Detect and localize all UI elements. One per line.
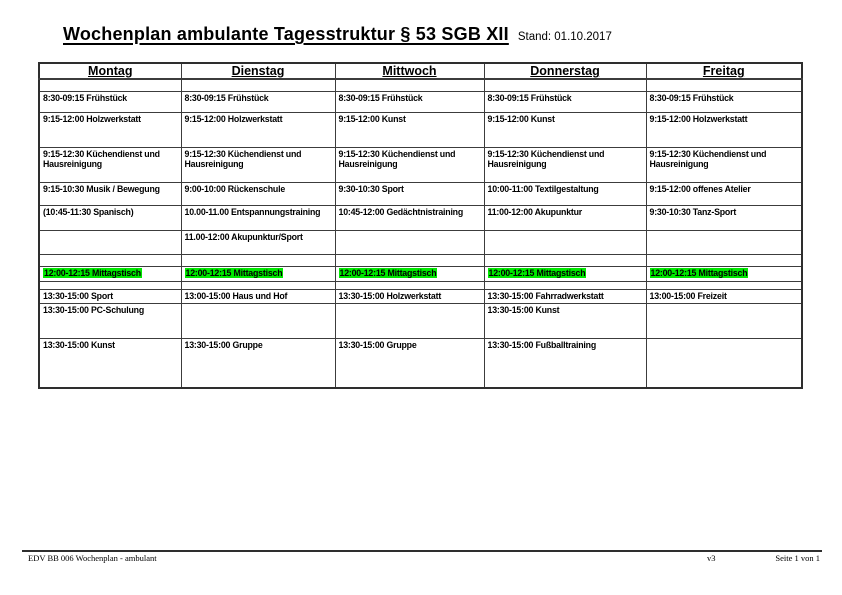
schedule-cell — [39, 205, 181, 230]
schedule-entry: 13:30-15:00 Fußballtraining — [487, 339, 597, 350]
schedule-cell — [181, 91, 335, 112]
schedule-cell — [484, 281, 646, 289]
schedule-entry: 9:15-12:30 Küchendienst und Hausreinigung — [649, 148, 767, 170]
schedule-entry: 8:30-09:15 Frühstück — [43, 92, 128, 103]
schedule-cell — [181, 303, 335, 338]
schedule-entry: 9:15-12:30 Küchendienst und Hausreinigung — [487, 148, 605, 170]
schedule-entry: 9:15-12:30 Küchendienst und Hausreinigung — [43, 148, 160, 170]
schedule-cell — [335, 303, 484, 338]
schedule-cell — [39, 289, 181, 303]
schedule-cell — [646, 338, 802, 388]
schedule-entry: 9:30-10:30 Tanz-Sport — [649, 206, 737, 217]
schedule-entry: 9:15-12:30 Küchendienst und Hausreinigung — [184, 148, 302, 170]
schedule-entry: 10:45-12:00 Gedächtnistraining — [338, 206, 464, 217]
schedule-entry: 8:30-09:15 Frühstück — [487, 92, 572, 103]
schedule-row — [39, 112, 802, 147]
schedule-cell — [39, 303, 181, 338]
schedule-entry: 9:00-10:00 Rückenschule — [184, 183, 286, 194]
schedule-entry: 13:30-15:00 Gruppe — [338, 339, 417, 350]
footer-divider — [22, 550, 822, 552]
schedule-cell — [646, 266, 802, 281]
schedule-entry: 9:15-12:00 offenes Atelier — [649, 183, 751, 194]
schedule-row — [39, 147, 802, 182]
schedule-cell — [335, 182, 484, 205]
schedule-cell — [335, 147, 484, 182]
footer-document-id: EDV BB 006 Wochenplan - ambulant — [28, 553, 157, 563]
document-header — [63, 24, 612, 45]
schedule-entry: 10:00-11:00 Textilgestaltung — [487, 183, 599, 194]
schedule-row — [39, 338, 802, 388]
highlighted-schedule-entry: 12:00-12:15 Mittagstisch — [650, 267, 748, 278]
schedule-cell — [335, 281, 484, 289]
schedule-entry: 9:15-12:00 Holzwerkstatt — [649, 113, 748, 124]
schedule-entry: 13:30-15:00 PC-Schulung — [43, 304, 144, 315]
schedule-cell — [335, 289, 484, 303]
schedule-cell — [646, 182, 802, 205]
schedule-cell — [484, 112, 646, 147]
highlighted-schedule-entry: 12:00-12:15 Mittagstisch — [339, 267, 437, 278]
schedule-row — [39, 266, 802, 281]
schedule-entry: 9:15-12:00 Kunst — [338, 113, 406, 124]
schedule-cell — [39, 338, 181, 388]
day-header-dienstag: Dienstag — [181, 63, 335, 79]
schedule-entry: 9:15-12:00 Holzwerkstatt — [43, 113, 141, 124]
schedule-cell — [335, 266, 484, 281]
schedule-cell — [181, 230, 335, 254]
schedule-cell — [646, 205, 802, 230]
schedule-entry: 8:30-09:15 Frühstück — [338, 92, 423, 103]
day-header-montag: Montag — [39, 63, 181, 79]
schedule-row — [39, 182, 802, 205]
schedule-cell — [646, 289, 802, 303]
schedule-row — [39, 289, 802, 303]
schedule-cell — [484, 289, 646, 303]
schedule-cell — [181, 79, 335, 91]
schedule-entry: 9:15-10:30 Musik / Bewegung — [43, 183, 160, 194]
schedule-entry: 10.00-11.00 Entspannungstraining — [184, 206, 321, 217]
schedule-cell — [39, 230, 181, 254]
schedule-entry: 13:30-15:00 Holzwerkstatt — [338, 290, 442, 301]
schedule-entry: 13:00-15:00 Haus und Hof — [184, 290, 288, 301]
schedule-cell — [646, 79, 802, 91]
schedule-cell — [181, 266, 335, 281]
schedule-cell — [484, 338, 646, 388]
schedule-entry: 8:30-09:15 Frühstück — [649, 92, 734, 103]
schedule-cell — [39, 266, 181, 281]
schedule-cell — [39, 112, 181, 147]
schedule-entry: 9:30-10:30 Sport — [338, 183, 404, 194]
schedule-entry: (10:45-11:30 Spanisch) — [43, 206, 134, 217]
schedule-entry: 13:30-15:00 Gruppe — [184, 339, 263, 350]
schedule-row — [39, 281, 802, 289]
schedule-cell — [335, 338, 484, 388]
schedule-cell — [484, 303, 646, 338]
schedule-cell — [484, 254, 646, 266]
schedule-cell — [646, 281, 802, 289]
schedule-cell — [181, 338, 335, 388]
day-header-freitag: Freitag — [646, 63, 802, 79]
schedule-cell — [335, 230, 484, 254]
weekly-schedule-table — [38, 62, 803, 389]
schedule-cell — [646, 303, 802, 338]
schedule-cell — [484, 230, 646, 254]
schedule-cell — [181, 182, 335, 205]
schedule-entry: 13:00-15:00 Freizeit — [649, 290, 727, 301]
document-date: Stand: 01.10.2017 — [517, 31, 612, 43]
schedule-cell — [484, 182, 646, 205]
schedule-cell — [39, 182, 181, 205]
schedule-cell — [646, 91, 802, 112]
schedule-cell — [646, 230, 802, 254]
schedule-cell — [335, 91, 484, 112]
schedule-cell — [484, 266, 646, 281]
schedule-cell — [484, 79, 646, 91]
schedule-entry: 13:30-15:00 Sport — [43, 290, 113, 301]
highlighted-schedule-entry: 12:00-12:15 Mittagstisch — [488, 267, 586, 278]
day-header-mittwoch: Mittwoch — [335, 63, 484, 79]
schedule-row — [39, 79, 802, 91]
schedule-cell — [484, 205, 646, 230]
schedule-cell — [335, 79, 484, 91]
schedule-entry: 9:15-12:30 Küchendienst und Hausreinigung — [338, 148, 456, 170]
schedule-entry: 9:15-12:00 Kunst — [487, 113, 555, 124]
schedule-cell — [39, 91, 181, 112]
schedule-row — [39, 205, 802, 230]
schedule-cell — [484, 147, 646, 182]
schedule-cell — [646, 112, 802, 147]
schedule-row — [39, 254, 802, 266]
schedule-row — [39, 303, 802, 338]
schedule-cell — [646, 147, 802, 182]
schedule-cell — [181, 289, 335, 303]
schedule-entry: 11:00-12:00 Akupunktur — [487, 206, 583, 217]
day-header-row — [39, 63, 802, 79]
highlighted-schedule-entry: 12:00-12:15 Mittagstisch — [44, 267, 141, 278]
schedule-entry: 8:30-09:15 Frühstück — [184, 92, 269, 103]
footer-page-number: Seite 1 von 1 — [775, 553, 820, 563]
schedule-cell — [181, 281, 335, 289]
day-header-donnerstag: Donnerstag — [484, 63, 646, 79]
page-title: Wochenplan ambulante Tagesstruktur § 53 SGB XII — [63, 24, 509, 44]
schedule-entry: 11.00-12:00 Akupunktur/Sport — [184, 231, 303, 242]
schedule-row — [39, 91, 802, 112]
schedule-entry: 13:30-15:00 Kunst — [487, 304, 560, 315]
schedule-cell — [181, 205, 335, 230]
schedule-entry: 13:30-15:00 Kunst — [43, 339, 115, 350]
schedule-cell — [335, 112, 484, 147]
highlighted-schedule-entry: 12:00-12:15 Mittagstisch — [185, 267, 283, 278]
schedule-cell — [39, 79, 181, 91]
schedule-cell — [181, 147, 335, 182]
schedule-cell — [39, 254, 181, 266]
schedule-cell — [484, 91, 646, 112]
schedule-cell — [39, 147, 181, 182]
footer-version: v3 — [707, 553, 716, 563]
schedule-cell — [646, 254, 802, 266]
schedule-cell — [335, 254, 484, 266]
schedule-cell — [335, 205, 484, 230]
schedule-row — [39, 230, 802, 254]
schedule-cell — [181, 112, 335, 147]
schedule-cell — [39, 281, 181, 289]
schedule-cell — [181, 254, 335, 266]
schedule-entry: 13:30-15:00 Fahrradwerkstatt — [487, 290, 604, 301]
page-footer — [22, 553, 822, 567]
schedule-entry: 9:15-12:00 Holzwerkstatt — [184, 113, 283, 124]
